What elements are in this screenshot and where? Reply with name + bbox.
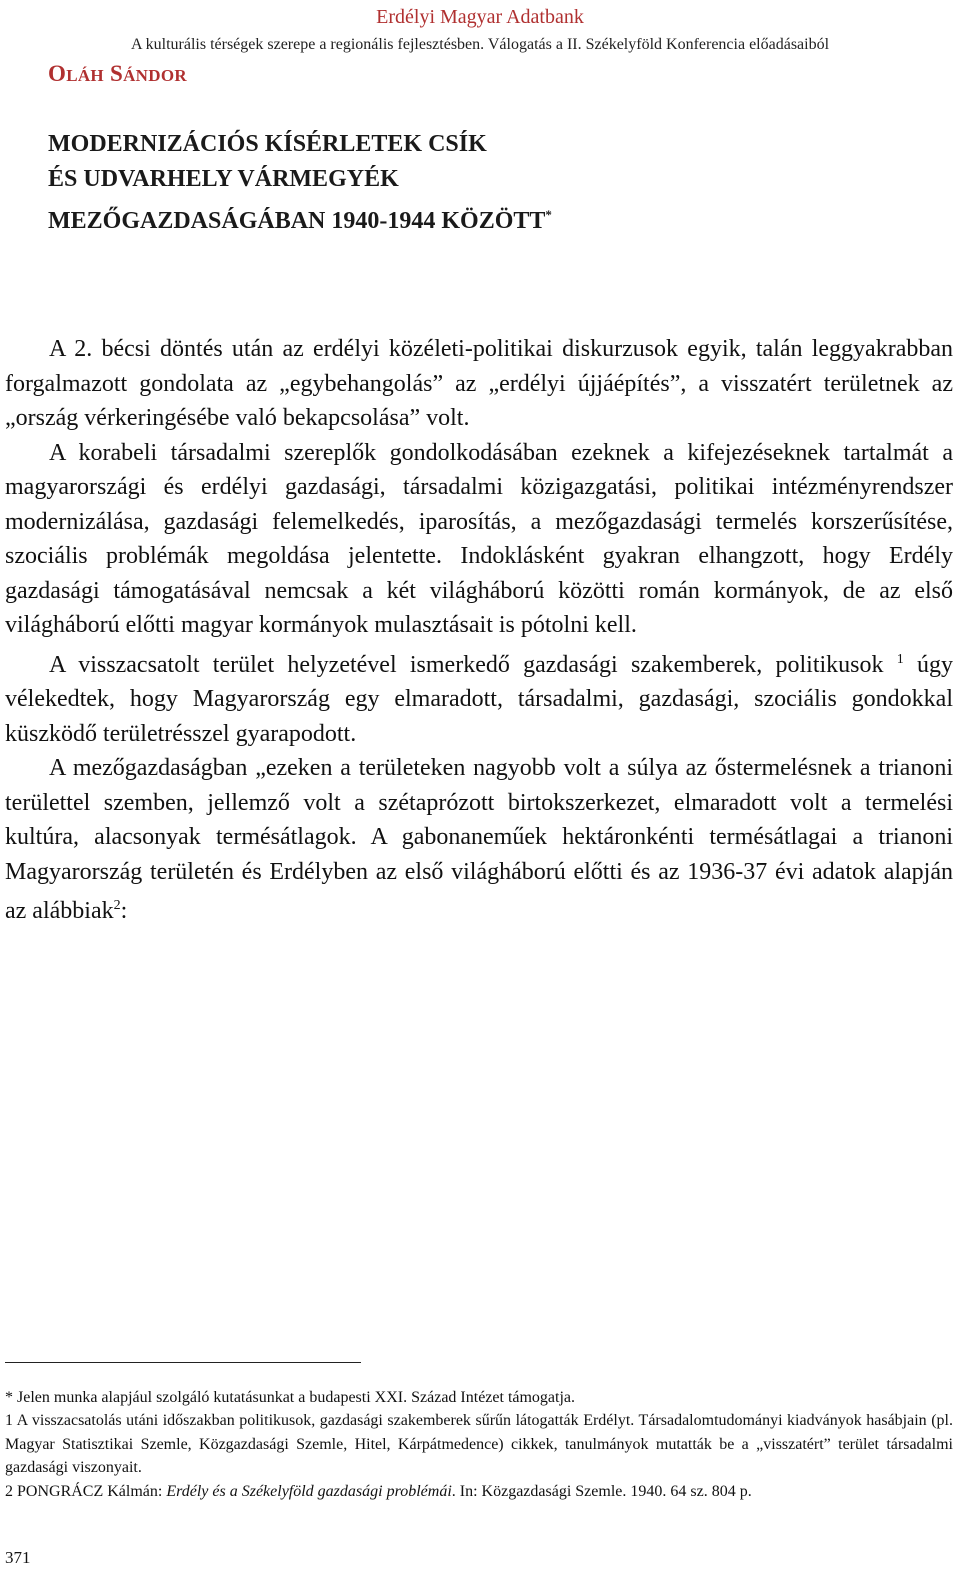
page-number: 371 (5, 1548, 31, 1567)
collection-subtitle: A kulturális térségek szerepe a regionális fejlesztésben. Válogatás a II. Székelyföld Konferencia előadásaiból (130, 36, 830, 53)
paragraph-3 (5, 643, 953, 752)
article-body (5, 332, 953, 929)
footnote-2-suffix: . In: Közgazdasági Szemle. 1940. 64 sz. 804 p. (451, 1482, 752, 1500)
paragraph-3-text-b: úgy vélekedtek, hogy Magyarország egy elmaradott, társadalmi, gazdasági, szociális gondokkal küszködő területrésszel gyarapodott. (5, 651, 953, 747)
paragraph-3-text-a: A visszacsatolt terület helyzetével ismerkedő gazdasági szakemberek, politikusok (49, 651, 884, 678)
paragraph-1: A 2. bécsi döntés után az erdélyi közéleti-politikai diskurzusok egyik, talán leggyakrabban forgalmazott gondolata az „egybehangolás” az „erdélyi újjáépítés”, a visszatért területnek az „ország vérkeringésébe való bekapcsolása” volt. (5, 336, 953, 431)
author-initial-2: S (110, 61, 124, 86)
footnote-2-prefix: 2 PONGRÁCZ Kálmán: (5, 1482, 167, 1500)
footnote-star: * Jelen munka alapjául szolgáló kutatásunkat a budapesti XXI. Század Intézet támogatja. (5, 1389, 576, 1406)
footnote-ref-2: 2 (113, 898, 121, 913)
paragraph-4-text-b: : (120, 898, 128, 924)
footnote-2 (5, 1480, 953, 1503)
site-title: Erdélyi Magyar Adatbank (376, 6, 584, 28)
title-footnote-marker: * (545, 207, 552, 222)
author-initial-1: O (48, 61, 67, 86)
title-line-1: MODERNIZÁCIÓS KÍSÉRLETEK CSÍK (48, 131, 487, 157)
title-line-3-text: MEZŐGAZDASÁGÁBAN 1940-1944 KÖZÖTT (48, 208, 546, 234)
author-name (48, 61, 187, 87)
title-line-2: ÉS UDVARHELY VÁRMEGYÉK (48, 166, 399, 192)
footnote-2-title: Erdély és a Székelyföld gazdasági problémái (166, 1482, 452, 1500)
footnote-divider (5, 1362, 361, 1363)
title-line-3 (48, 197, 552, 239)
footnote-ref-1: 1 (896, 651, 904, 667)
footnotes (5, 1386, 953, 1503)
paragraph-4 (5, 751, 953, 929)
paragraph-2: A korabeli társadalmi szereplők gondolkodásában ezeknek a kifejezéseknek tartalmát a magyarországi és erdélyi gazdasági, társadalmi közigazgatási, politikai intézményrendszer modernizálása, gazdasági felemelkedés, iparosítás, a mezőgazdasági termelés korszerűsítése, szociális problémák megoldása jelentette. Indoklásként gyakran elhangzott, hogy Erdély gazdasági támogatásával nemcsak a két világháború közötti román kormányok, de az első világháború előtti magyar kormányok mulasztásait is pótolni kell. (5, 439, 953, 638)
author-rest-1: LÁH (66, 66, 104, 85)
paragraph-4-text-a: A mezőgazdaságban „ezeken a területeken nagyobb volt a súlya az őstermelésnek a trianoni területtel szemben, jellemző volt a szétaprózott birtokszerkezet, elmaradott volt a termelési kultúra, alacsonyak termésátlagok. A gabonaneműek hektáronkénti termésátlagai a trianoni Magyarország területén és Erdélyben az első világháború előtti és az 1936-37 évi adatok alapján az alábbiak (5, 755, 953, 924)
author-rest-2: ÁNDOR (123, 66, 187, 85)
footnote-1: 1 A visszacsatolás utáni időszakban politikusok, gazdasági szakemberek sűrűn látogatták Erdélyt. Társadalomtudományi kiadványok hasábjain (pl. Magyar Statisztikai Szemle, Közgazdasági Szemle, Hitel, Kárpátmedence) cikkek, tanulmányok mutatták be a „visszatért” terület társadalmi gazdasági viszonyait. (5, 1412, 953, 1477)
article-title (48, 127, 552, 239)
